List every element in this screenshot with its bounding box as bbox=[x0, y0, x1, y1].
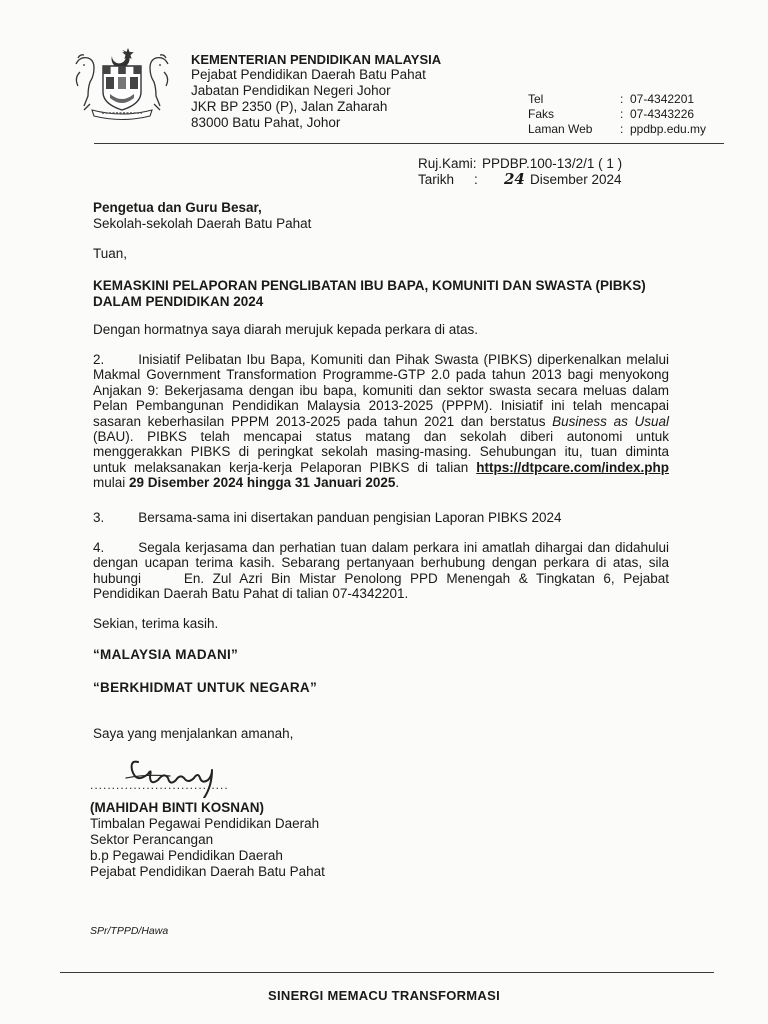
contact-value: 07-4343226 bbox=[630, 107, 695, 121]
paragraph-line: untuk melaksanakan kerja-kerja Pelaporan PIBKS di talian https://dtpcare.com/index.php bbox=[93, 459, 669, 475]
sign-off: Saya yang menjalankan amanah, bbox=[93, 726, 294, 741]
signatory-name: (MAHIDAH BINTI KOSNAN) bbox=[90, 800, 264, 815]
signature-line: ................................ bbox=[90, 778, 229, 792]
paragraph-line: Pelan Pembangunan Pendidikan Malaysia 2013-2025 (PPPM). Inisiatif ini telah mencapai bbox=[93, 398, 669, 414]
contact-separator: : bbox=[620, 92, 624, 106]
paragraph-2 bbox=[93, 352, 669, 491]
paragraph-line: 4. Segala kerjasama dan perhatian tuan dalam perkara ini amatlah dihargai dan didahului bbox=[93, 540, 669, 555]
paragraph-number: 4. bbox=[93, 540, 105, 555]
paragraph-1: Dengan hormatnya saya diarah merujuk kepada perkara di atas. bbox=[93, 322, 478, 337]
file-reference: SPr/TPPD/Hawa bbox=[90, 925, 169, 937]
paragraph-number: 2. bbox=[93, 352, 105, 367]
contact-separator: : bbox=[620, 107, 624, 121]
contact-value: 07-4342201 bbox=[630, 92, 695, 106]
recipient-title: Pengetua dan Guru Besar, bbox=[93, 200, 262, 215]
date-day-handwritten: 24 bbox=[504, 170, 525, 188]
reporting-period: 29 Disember 2024 hingga 31 Januari 2025 bbox=[129, 475, 396, 491]
date-label: Tarikh bbox=[418, 172, 455, 187]
paragraph-4 bbox=[93, 540, 669, 602]
paragraph-line: 2. Inisiatif Pelibatan Ibu Bapa, Komuniti dan Pihak Swasta (PIBKS) diperkenalkan melalui bbox=[93, 352, 669, 367]
paragraph-line: Pendidikan Daerah Batu Pahat di talian 07-4342201. bbox=[93, 586, 409, 602]
signatory-on-behalf: b.p Pegawai Pendidikan Daerah bbox=[90, 848, 283, 863]
paragraph-3: 3. Bersama-sama ini disertakan panduan pengisian Laporan PIBKS 2024 bbox=[93, 510, 562, 525]
signatory-office: Pejabat Pendidikan Daerah Batu Pahat bbox=[90, 864, 325, 879]
street-address: JKR BP 2350 (P), Jalan Zaharah bbox=[191, 99, 388, 114]
paragraph-number: 3. bbox=[93, 510, 105, 525]
paragraph-line: Makmal Government Transformation Programme-GTP 2.0 pada tahun 2013 bagi menyokong bbox=[93, 367, 669, 383]
reference-label: Ruj.Kami: bbox=[418, 156, 477, 171]
slogan-madani: “MALAYSIA MADANI” bbox=[93, 647, 239, 662]
date-separator: : bbox=[474, 172, 478, 187]
footer-divider bbox=[60, 972, 714, 973]
signatory-title: Timbalan Pegawai Pendidikan Daerah bbox=[90, 816, 320, 831]
paragraph-line: (BAU). PIBKS telah mencapai status matang dan sekolah diberi autonomi untuk bbox=[93, 429, 669, 445]
footer-slogan: SINERGI MEMACU TRANSFORMASI bbox=[268, 988, 500, 1003]
closing-thanks: Sekian, terima kasih. bbox=[93, 616, 219, 631]
office-name: Pejabat Pendidikan Daerah Batu Pahat bbox=[191, 67, 426, 82]
salutation: Tuan, bbox=[93, 246, 128, 261]
contact-label: Faks bbox=[528, 107, 555, 121]
state-department: Jabatan Pendidikan Negeri Johor bbox=[191, 83, 391, 98]
contact-label: Laman Web bbox=[528, 122, 593, 136]
paragraph-line: Anjakan 9: Bekerjasama dengan ibu bapa, komuniti dan sektor swasta secara meluas dalam bbox=[93, 382, 669, 398]
reference-value: PPDBP.100-13/2/1 ( 1 ) bbox=[482, 156, 623, 171]
contact-label: Tel bbox=[528, 92, 544, 106]
paragraph-line: menggerakkan PIBKS di peringkat sekolah masing-masing. Sehubungan itu, tuan diminta bbox=[93, 444, 669, 460]
italic-term: Business as Usual bbox=[552, 413, 669, 429]
coat-of-arms-emblem bbox=[70, 44, 174, 122]
signatory-sector: Sektor Perancangan bbox=[90, 832, 214, 847]
postcode-city: 83000 Batu Pahat, Johor bbox=[191, 115, 341, 130]
header-divider bbox=[94, 143, 724, 144]
contact-separator: : bbox=[620, 122, 624, 136]
paragraph-line: mulai 29 Disember 2024 hingga 31 Januari 2025. bbox=[93, 475, 400, 491]
paragraph-line: sasaran keberhasilan PPPM 2013-2025 pada tahun 2021 dan berstatus Business as Usual bbox=[93, 413, 669, 429]
slogan-berkhidmat: “BERKHIDMAT UNTUK NEGARA” bbox=[93, 680, 317, 695]
recipient-org: Sekolah-sekolah Daerah Batu Pahat bbox=[93, 216, 312, 231]
date-month-year: Disember 2024 bbox=[530, 172, 622, 187]
reporting-link[interactable]: https://dtpcare.com/index.php bbox=[476, 459, 669, 475]
paragraph-line: dengan ucapan terima kasih. Sebarang pertanyaan berhubung dengan perkara di atas, sila bbox=[93, 555, 669, 571]
contact-value: ppdbp.edu.my bbox=[630, 122, 707, 136]
paragraph-line: hubungi En. Zul Azri Bin Mistar Penolong PPD Menengah & Tingkatan 6, Pejabat bbox=[93, 570, 669, 586]
letter-subject: KEMASKINI PELAPORAN PENGLIBATAN IBU BAPA, KOMUNITI DAN SWASTA (PIBKS) DALAM PENDIDIKAN 2024 bbox=[93, 278, 646, 309]
ministry-name: KEMENTERIAN PENDIDIKAN MALAYSIA bbox=[191, 52, 442, 67]
